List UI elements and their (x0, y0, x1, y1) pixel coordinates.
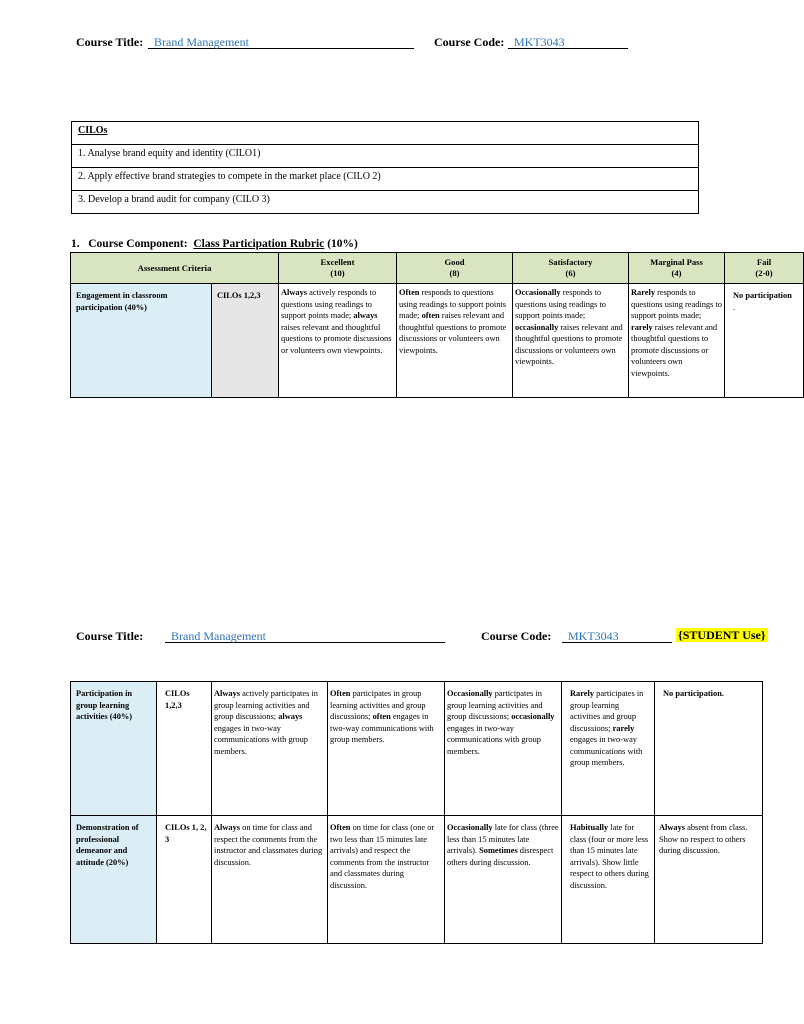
satisfactory-cell: Occasionally responds to questions using readings to support points made; occasionally raises relevant and thoughtful questions to promote discussions or volunteers own viewpoints. (513, 284, 629, 398)
course-code-label-2: Course Code: (481, 629, 552, 643)
component-name: Class Participation Rubric (193, 238, 325, 250)
excellent-cell: Always actively responds to questions using readings to support points made; always raises relevant and thoughtful questions to promote discussions or volunteers own viewpoints. (279, 284, 397, 398)
good-cell: Often on time for class (one or two less than 15 minutes late arrivals) and respect the comments from the instructor and classmates during discussion. (328, 816, 445, 944)
rubric-table-1 (70, 252, 804, 398)
course-code-value: MKT3043 (508, 35, 628, 49)
course-code-value-2: MKT3043 (562, 629, 672, 643)
cilos-cell: CILOs 1,2,3 (212, 284, 279, 398)
fail-cell: No participation. (655, 682, 763, 816)
satisfactory-cell: Occasionally late for class (three less than 15 minutes late arrivals). Sometimes disrespect others during discussion. (445, 816, 562, 944)
marginal-pass-cell: Rarely participates in group learning activities and group discussions; rarely engages in two-way communications with group members. (562, 682, 655, 816)
cilos-cell: CILOs 1,2,3 (157, 682, 212, 816)
cilos-heading: CILOs (72, 122, 699, 145)
excellent-cell: Always actively participates in group learning activities and group discussions; always engages in two-way communications with group members. (212, 682, 328, 816)
course-code-label: Course Code: (434, 35, 505, 49)
good-cell: Often responds to questions using readings to support points made; often raises relevant and thoughtful questions to promote discussions or volunteers own viewpoints. (397, 284, 513, 398)
header-fail: Fail (2-0) (725, 253, 804, 284)
table-row (71, 682, 763, 816)
good-cell: Often participates in group learning activities and group discussions; often engages in two-way communications with group members. (328, 682, 445, 816)
header-assessment-criteria: Assessment Criteria (71, 253, 279, 284)
fail-cell: Always absent from class. Show no respect to others during discussion. (655, 816, 763, 944)
marginal-pass-cell: Rarely responds to questions using readings to support points made; rarely raises relevant and thoughtful questions to promote discussions or volunteers own viewpoints. (629, 284, 725, 398)
header-excellent: Excellent (10) (279, 253, 397, 284)
cilo-item: 1. Analyse brand equity and identity (CILO1) (72, 145, 699, 168)
table-row (71, 816, 763, 944)
course-component-heading (71, 238, 358, 250)
criterion-cell: Participation in group learning activities (40%) (71, 682, 157, 816)
rubric-table-2 (70, 681, 763, 944)
excellent-cell: Always on time for class and respect the comments from the instructor and classmates during discussion. (212, 816, 328, 944)
course-title-label: Course Title: (76, 35, 144, 49)
cilo-item: 2. Apply effective brand strategies to compete in the market place (CILO 2) (72, 168, 699, 191)
fail-cell: No participation . (725, 284, 804, 398)
header-marginal-pass: Marginal Pass (4) (629, 253, 725, 284)
course-title-value: Brand Management (148, 35, 414, 49)
criterion-cell: Engagement in classroom participation (40%) (71, 284, 212, 398)
course-title-label-2: Course Title: (76, 629, 144, 643)
marginal-pass-cell: Habitually late for class (four or more less than 15 minutes late arrivals). Show little respect to others during discussion. (562, 816, 655, 944)
table-row (71, 284, 804, 398)
course-title-value-2: Brand Management (165, 629, 445, 643)
student-use-badge: {STUDENT Use} (678, 628, 766, 642)
component-prefix: 1. Course Component: (71, 238, 194, 250)
component-suffix: (10%) (324, 238, 358, 250)
satisfactory-cell: Occasionally participates in group learning activities and group discussions; occasionally engages in two-way communications with group members. (445, 682, 562, 816)
cilos-table (71, 121, 699, 214)
header-satisfactory: Satisfactory (6) (513, 253, 629, 284)
cilo-item: 3. Develop a brand audit for company (CILO 3) (72, 191, 699, 214)
criterion-cell: Demonstration of professional demeanor and attitude (20%) (71, 816, 157, 944)
header-good: Good (8) (397, 253, 513, 284)
cilos-cell: CILOs 1, 2, 3 (157, 816, 212, 944)
